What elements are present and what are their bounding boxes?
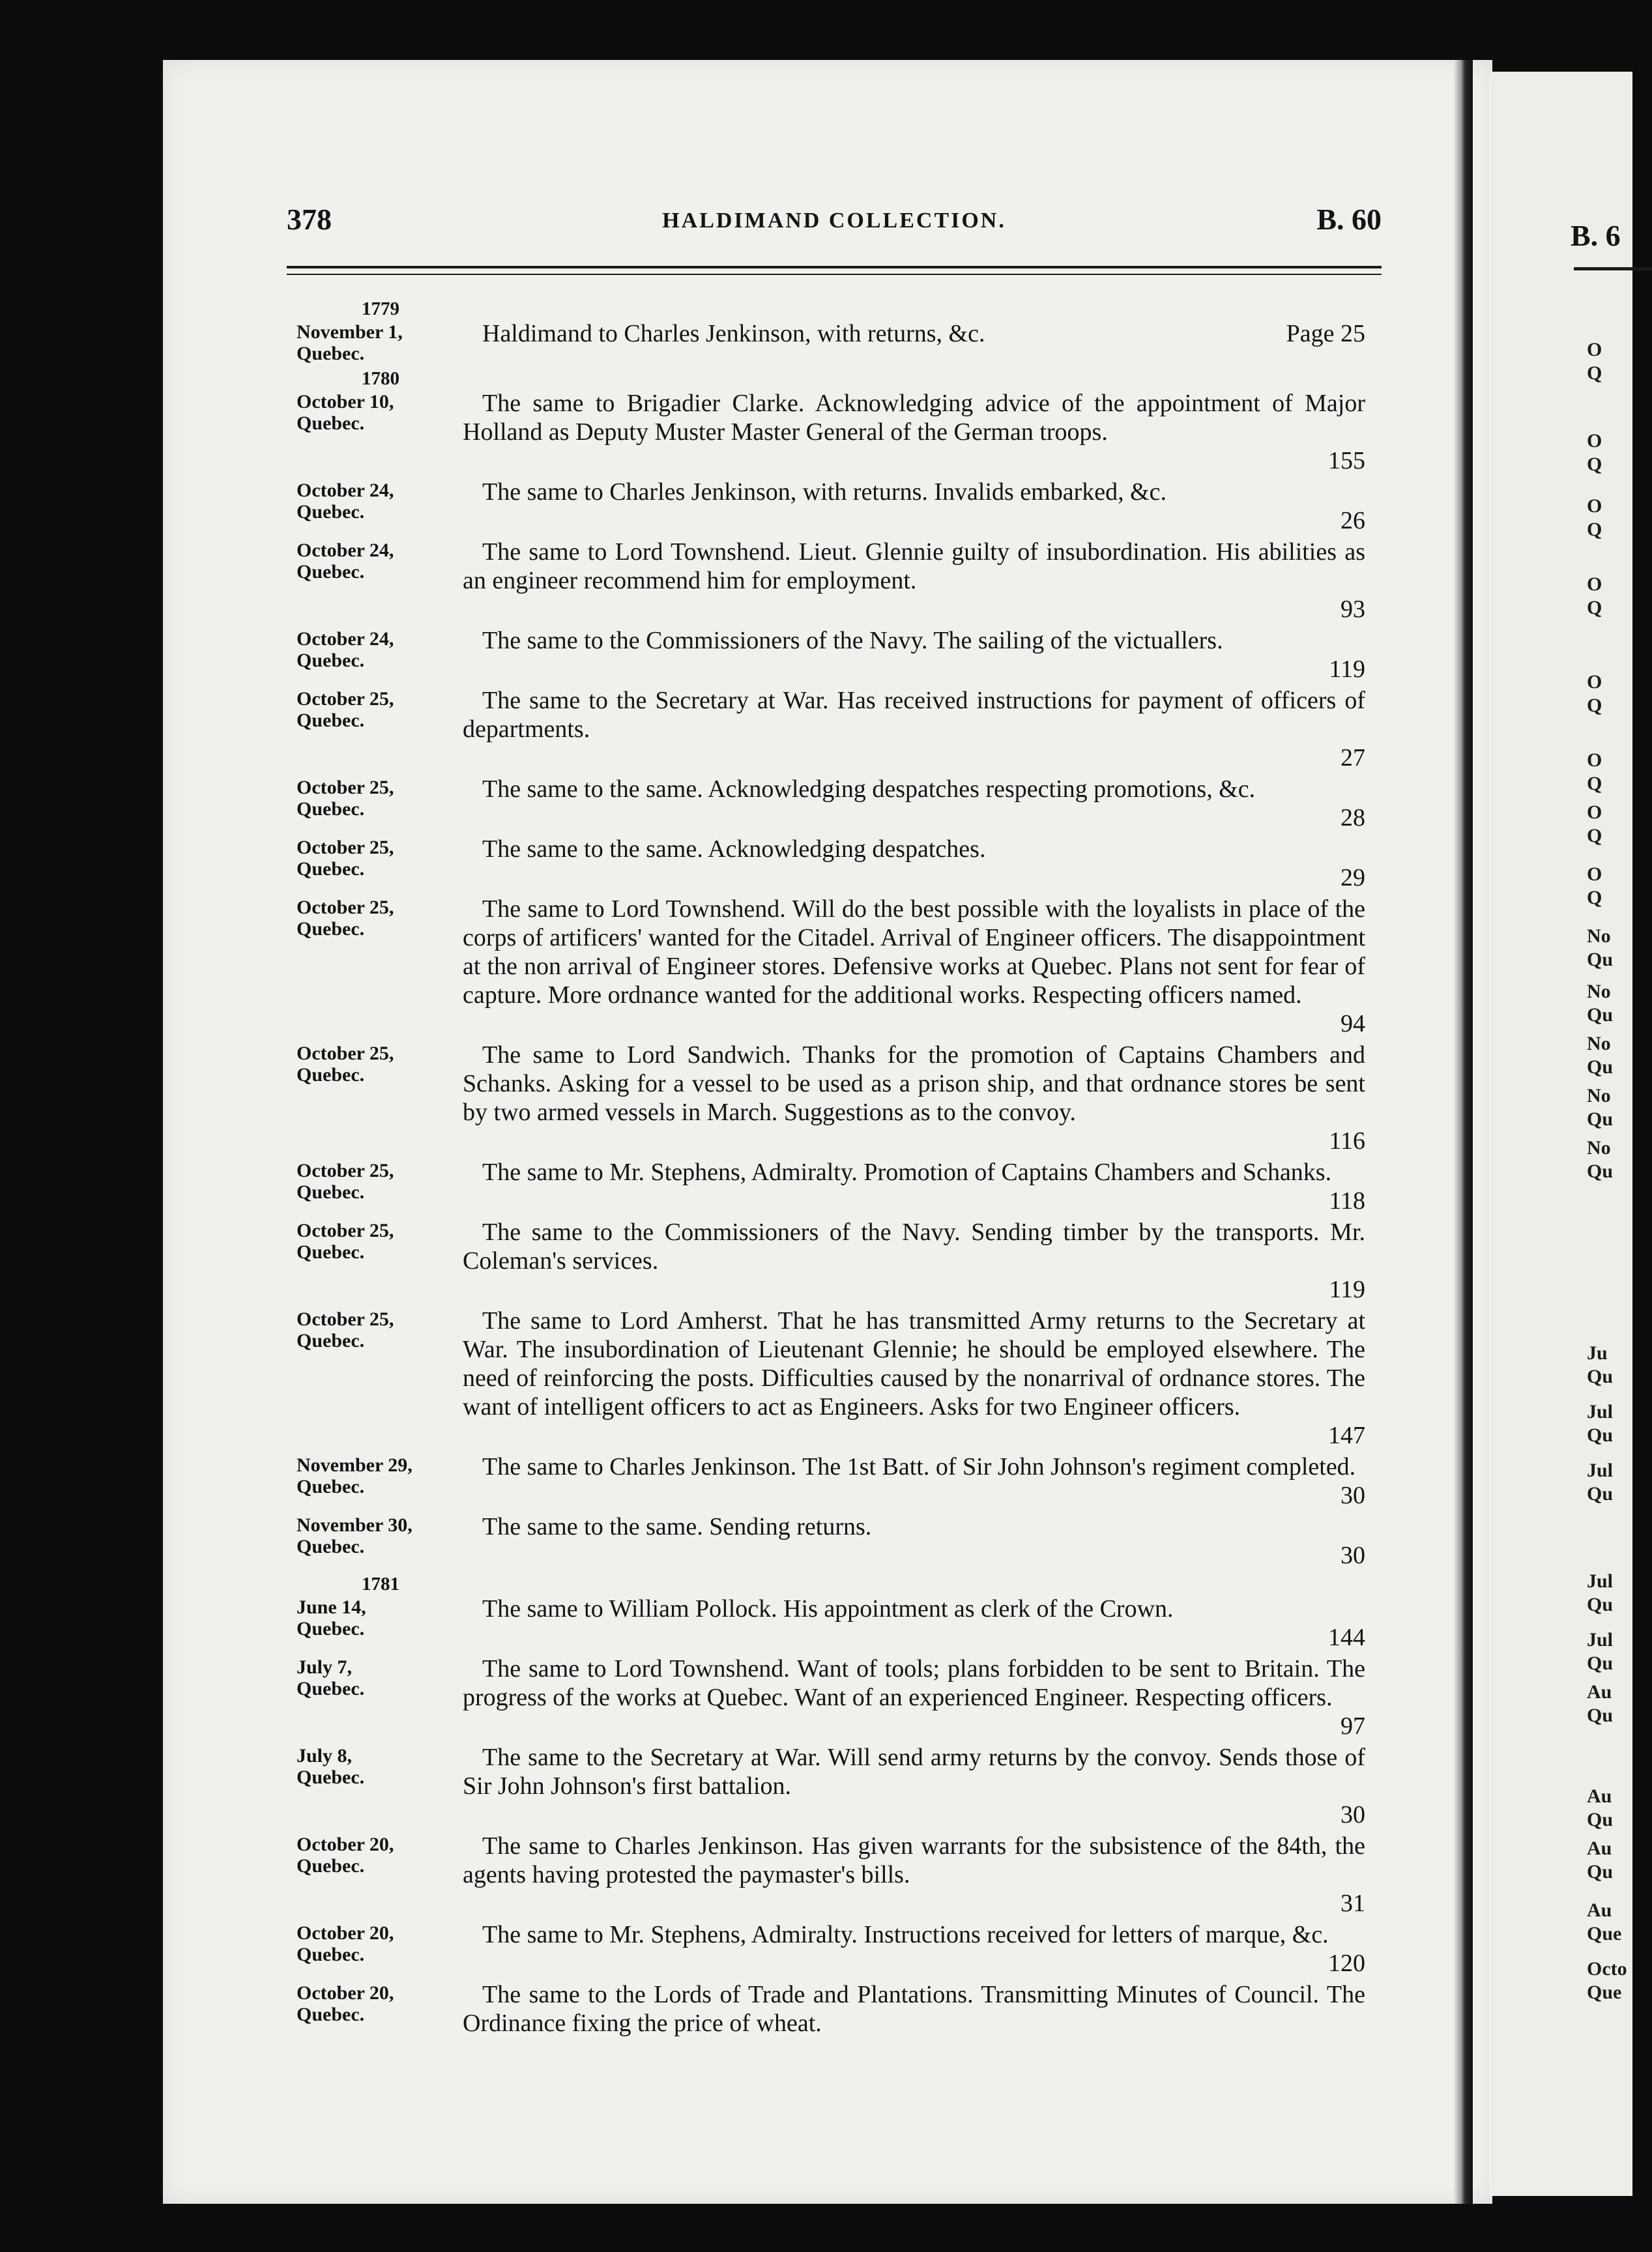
adjacent-page-fragment: Q	[1587, 597, 1602, 618]
entry-text: The same to the Lords of Trade and Plantations. Transmitting Minutes of Council. The Ordinance fixing the price of wheat.	[463, 1981, 1365, 2037]
entry-text: The same to the Secretary at War. Has received instructions for payment of officers of departments.	[463, 687, 1365, 743]
letter-entry	[297, 1041, 1365, 1155]
adjacent-page-fragment: Q	[1587, 773, 1602, 794]
adjacent-page-fragment: Qu	[1587, 1483, 1614, 1505]
page-number: 378	[287, 203, 332, 236]
entry-date: July 8, Quebec.	[297, 1745, 365, 1788]
entry-text: The same to the Secretary at War. Will send army returns by the convoy. Sends those of Sir John Johnson's first battalion.	[463, 1744, 1365, 1800]
entry-date: October 20, Quebec.	[297, 1922, 394, 1965]
adjacent-page-rule	[1574, 267, 1652, 270]
letter-entry	[297, 1158, 1365, 1215]
adjacent-page-fragment: Jul	[1587, 1460, 1614, 1481]
entry-body	[463, 626, 1365, 684]
letter-entry	[297, 626, 1365, 684]
adjacent-page-fragment: Q	[1587, 362, 1602, 384]
adjacent-page-fragment: O	[1587, 801, 1602, 823]
entry-text: The same to Lord Amherst. That he has transmitted Army returns to the Secretary at War. The insubordination of Lieutenant Glennie; he should be employed elsewhere. The need of reinforcing the posts. Difficulties caused by the nonarrival of ordnance stores. The want of intelligent officers to act as Engineers. Asks for two Engineer officers.	[463, 1307, 1365, 1421]
letter-entry	[297, 319, 1365, 364]
book-gutter	[1453, 60, 1473, 2204]
letter-entry	[297, 1980, 1365, 2038]
adjacent-page-fragment: O	[1587, 863, 1602, 885]
entry-text: The same to Lord Townshend. Will do the best possible with the loyalists in place of the corps of artificers' wanted for the Citadel. Arrival of Engineer officers. The disappointment at the non arrival of Engineer stores. Defensive works at Quebec. Plans not sent for fear of capture. More ordnance wanted for the additional works. Respecting officers named.	[463, 895, 1365, 1009]
entry-date: October 25, Quebec.	[297, 1160, 394, 1203]
adjacent-page-fragment: O	[1587, 339, 1602, 360]
entry-page-ref: 119	[1329, 1276, 1365, 1303]
entry-text: The same to the same. Acknowledging despatches respecting promotions, &c.	[482, 775, 1256, 803]
entry-body	[463, 538, 1365, 624]
adjacent-page-fragment: Q	[1587, 887, 1602, 908]
entry-text: The same to Lord Townshend. Want of tools; plans forbidden to be sent to Britain. The progress of the works at Quebec. Want of an experienced Engineer. Respecting officers.	[463, 1655, 1365, 1711]
entry-body	[463, 775, 1365, 832]
entry-text: The same to Charles Jenkinson. The 1st Batt. of Sir John Johnson's regiment completed.	[482, 1453, 1356, 1480]
entry-page-ref: 97	[1340, 1712, 1365, 1740]
entry-date: October 25, Quebec.	[297, 837, 394, 880]
adjacent-page-fragment: Octo	[1587, 1958, 1627, 1980]
adjacent-page-fragment: Q	[1587, 825, 1602, 846]
entry-page-ref: 155	[1328, 447, 1365, 474]
entry-body	[463, 1218, 1365, 1304]
adjacent-page-fragment: No	[1587, 925, 1611, 947]
entry-text: The same to Charles Jenkinson, with returns. Invalids embarked, &c.	[482, 478, 1167, 506]
entry-text: The same to Charles Jenkinson. Has given warrants for the subsistence of the 84th, the agents having protested the paymaster's bills.	[463, 1832, 1365, 1888]
adjacent-page-fragment: Qu	[1587, 1056, 1614, 1078]
adjacent-page-fragment: No	[1587, 1033, 1611, 1054]
adjacent-page-fragment: Q	[1587, 695, 1602, 716]
adjacent-page-fragment: Qu	[1587, 1004, 1614, 1026]
letter-entry	[297, 1743, 1365, 1829]
letter-entry	[297, 478, 1365, 535]
entry-page-ref: 116	[1329, 1127, 1365, 1155]
entry-body	[463, 389, 1365, 475]
letter-entry	[297, 1920, 1365, 1978]
adjacent-page-fragment: Que	[1587, 1923, 1622, 1944]
entry-date: October 24, Quebec.	[297, 628, 394, 671]
entry-date: November 1, Quebec.	[297, 321, 403, 364]
letter-entry	[297, 1654, 1365, 1740]
year-label: 1779	[362, 298, 399, 319]
letter-entry	[297, 775, 1365, 832]
entry-date: October 25, Quebec.	[297, 1308, 394, 1351]
entry-page-ref: 30	[1340, 1542, 1365, 1569]
page-header	[287, 202, 1382, 248]
entry-text: The same to William Pollock. His appointment as clerk of the Crown.	[482, 1595, 1174, 1623]
entry-page-ref: 144	[1328, 1624, 1365, 1651]
entry-text: The same to the Commissioners of the Navy. Sending timber by the transports. Mr. Coleman's services.	[463, 1219, 1365, 1275]
entry-page-ref: Page 25	[1286, 320, 1365, 347]
adjacent-page	[1489, 72, 1632, 2196]
entry-date: July 7, Quebec.	[297, 1656, 365, 1699]
entry-body	[463, 1743, 1365, 1829]
entry-body	[463, 1595, 1365, 1652]
entry-page-ref: 26	[1340, 507, 1365, 534]
entry-text: The same to the same. Sending returns.	[482, 1513, 872, 1540]
letter-entry	[297, 1512, 1365, 1570]
letter-entry	[297, 1452, 1365, 1510]
entry-text: The same to Mr. Stephens, Admiralty. Promotion of Captains Chambers and Schanks.	[482, 1159, 1332, 1186]
entry-date: October 25, Quebec.	[297, 688, 394, 731]
entry-date: October 20, Quebec.	[297, 1982, 394, 2025]
adjacent-page-fragment: Ju	[1587, 1342, 1608, 1364]
entry-text: Haldimand to Charles Jenkinson, with returns, &c.	[482, 320, 985, 347]
entry-date: October 25, Quebec.	[297, 777, 394, 820]
adjacent-page-fragment: O	[1587, 749, 1602, 771]
entry-text: The same to Brigadier Clarke. Acknowledging advice of the appointment of Major Holland as Deputy Muster Master General of the German troops.	[463, 390, 1365, 446]
entry-page-ref: 93	[1340, 596, 1365, 623]
adjacent-page-fragment: Q	[1587, 519, 1602, 540]
adjacent-page-fragment: Qu	[1587, 1653, 1614, 1674]
section-code: B. 60	[1316, 203, 1382, 236]
entry-page-ref: 30	[1340, 1801, 1365, 1828]
adjacent-page-fragment: Au	[1587, 1838, 1612, 1859]
letter-entry	[297, 895, 1365, 1038]
entry-body	[463, 1041, 1365, 1155]
entry-body	[463, 1920, 1365, 1978]
adjacent-page-fragment: Au	[1587, 1899, 1612, 1921]
adjacent-page-fragment: O	[1587, 430, 1602, 452]
page-title: HALDIMAND COLLECTION.	[662, 209, 1006, 233]
adjacent-page-fragment: Jul	[1587, 1570, 1614, 1592]
entry-date: October 25, Quebec.	[297, 1043, 394, 1086]
entry-page-ref: 29	[1340, 864, 1365, 891]
letter-entry	[297, 835, 1365, 892]
adjacent-page-fragment: Qu	[1587, 1108, 1614, 1130]
adjacent-page-fragment: Qu	[1587, 1594, 1614, 1615]
letter-entry	[297, 538, 1365, 624]
entry-page-ref: 31	[1340, 1890, 1365, 1917]
adjacent-page-fragment: Qu	[1587, 1161, 1614, 1182]
entry-body	[463, 895, 1365, 1038]
adjacent-page-fragment: O	[1587, 671, 1602, 693]
entry-date: October 25, Quebec.	[297, 1220, 394, 1263]
entry-date: October 25, Quebec.	[297, 897, 394, 940]
adjacent-page-fragment: O	[1587, 573, 1602, 595]
entry-body	[463, 686, 1365, 772]
adjacent-page-fragment: Q	[1587, 454, 1602, 475]
letter-entry	[297, 686, 1365, 772]
adjacent-page-fragment: Qu	[1587, 1809, 1614, 1830]
adjacent-page-fragment: No	[1587, 1137, 1611, 1159]
adjacent-page-fragment: O	[1587, 495, 1602, 517]
header-rule-thick	[287, 266, 1382, 268]
adjacent-page-header: B. 6	[1571, 219, 1621, 252]
letter-entry	[297, 1832, 1365, 1918]
entry-text: The same to Lord Townshend. Lieut. Glennie guilty of insubordination. His abilities as an engineer recommend him for employment.	[463, 538, 1365, 594]
entry-date: October 10, Quebec.	[297, 391, 394, 434]
entry-page-ref: 118	[1329, 1187, 1365, 1215]
adjacent-page-fragment: Qu	[1587, 1366, 1614, 1387]
entry-text: The same to Mr. Stephens, Admiralty. Instructions received for letters of marque, &c.	[482, 1921, 1329, 1948]
entry-body	[463, 835, 1365, 892]
entry-page-ref: 94	[1340, 1010, 1365, 1037]
letter-entry	[297, 1306, 1365, 1450]
adjacent-page-fragment: Qu	[1587, 949, 1614, 970]
entry-body	[463, 1832, 1365, 1918]
adjacent-page-fragment: No	[1587, 981, 1611, 1002]
entry-body	[463, 1452, 1365, 1510]
entry-body	[463, 319, 1365, 364]
calendar-entries	[297, 295, 1365, 2040]
year-label: 1780	[362, 368, 399, 389]
entry-page-ref: 30	[1340, 1482, 1365, 1509]
year-label: 1781	[362, 1574, 399, 1595]
entry-date: October 24, Quebec.	[297, 480, 394, 523]
entry-page-ref: 120	[1328, 1950, 1365, 1977]
adjacent-page-fragment: No	[1587, 1085, 1611, 1106]
entry-page-ref: 27	[1340, 744, 1365, 772]
entry-date: June 14, Quebec.	[297, 1596, 366, 1639]
entry-page-ref: 119	[1329, 656, 1365, 683]
entry-body	[463, 1980, 1365, 2038]
adjacent-page-fragment: Jul	[1587, 1629, 1614, 1651]
entry-body	[463, 478, 1365, 535]
entry-date: November 30, Quebec.	[297, 1514, 413, 1557]
entry-date: November 29, Quebec.	[297, 1454, 413, 1497]
entry-text: The same to Lord Sandwich. Thanks for the promotion of Captains Chambers and Schanks. Asking for a vessel to be used as a prison ship, and that ordnance stores be sent by two armed vessels in March. Suggestions as to the convoy.	[463, 1041, 1365, 1126]
entry-text: The same to the Commissioners of the Navy. The sailing of the victuallers.	[482, 627, 1223, 654]
header-rule-thin	[287, 274, 1382, 275]
adjacent-page-fragment: Au	[1587, 1785, 1612, 1807]
letter-entry	[297, 1595, 1365, 1652]
entry-page-ref: 147	[1328, 1422, 1365, 1449]
entry-text: The same to the same. Acknowledging despatches.	[482, 835, 986, 863]
adjacent-page-fragment: Qu	[1587, 1861, 1614, 1883]
entry-page-ref: 28	[1340, 804, 1365, 831]
adjacent-page-fragment: Au	[1587, 1681, 1612, 1703]
entry-date: October 20, Quebec.	[297, 1834, 394, 1877]
entry-date: October 24, Quebec.	[297, 540, 394, 583]
entry-body	[463, 1654, 1365, 1740]
letter-entry	[297, 389, 1365, 475]
adjacent-page-fragment: Qu	[1587, 1424, 1614, 1446]
adjacent-page-fragment: Que	[1587, 1982, 1622, 2003]
entry-body	[463, 1158, 1365, 1215]
entry-body	[463, 1306, 1365, 1450]
adjacent-page-fragment: Qu	[1587, 1705, 1614, 1726]
letter-entry	[297, 1218, 1365, 1304]
entry-body	[463, 1512, 1365, 1570]
adjacent-page-fragment: Jul	[1587, 1401, 1614, 1422]
